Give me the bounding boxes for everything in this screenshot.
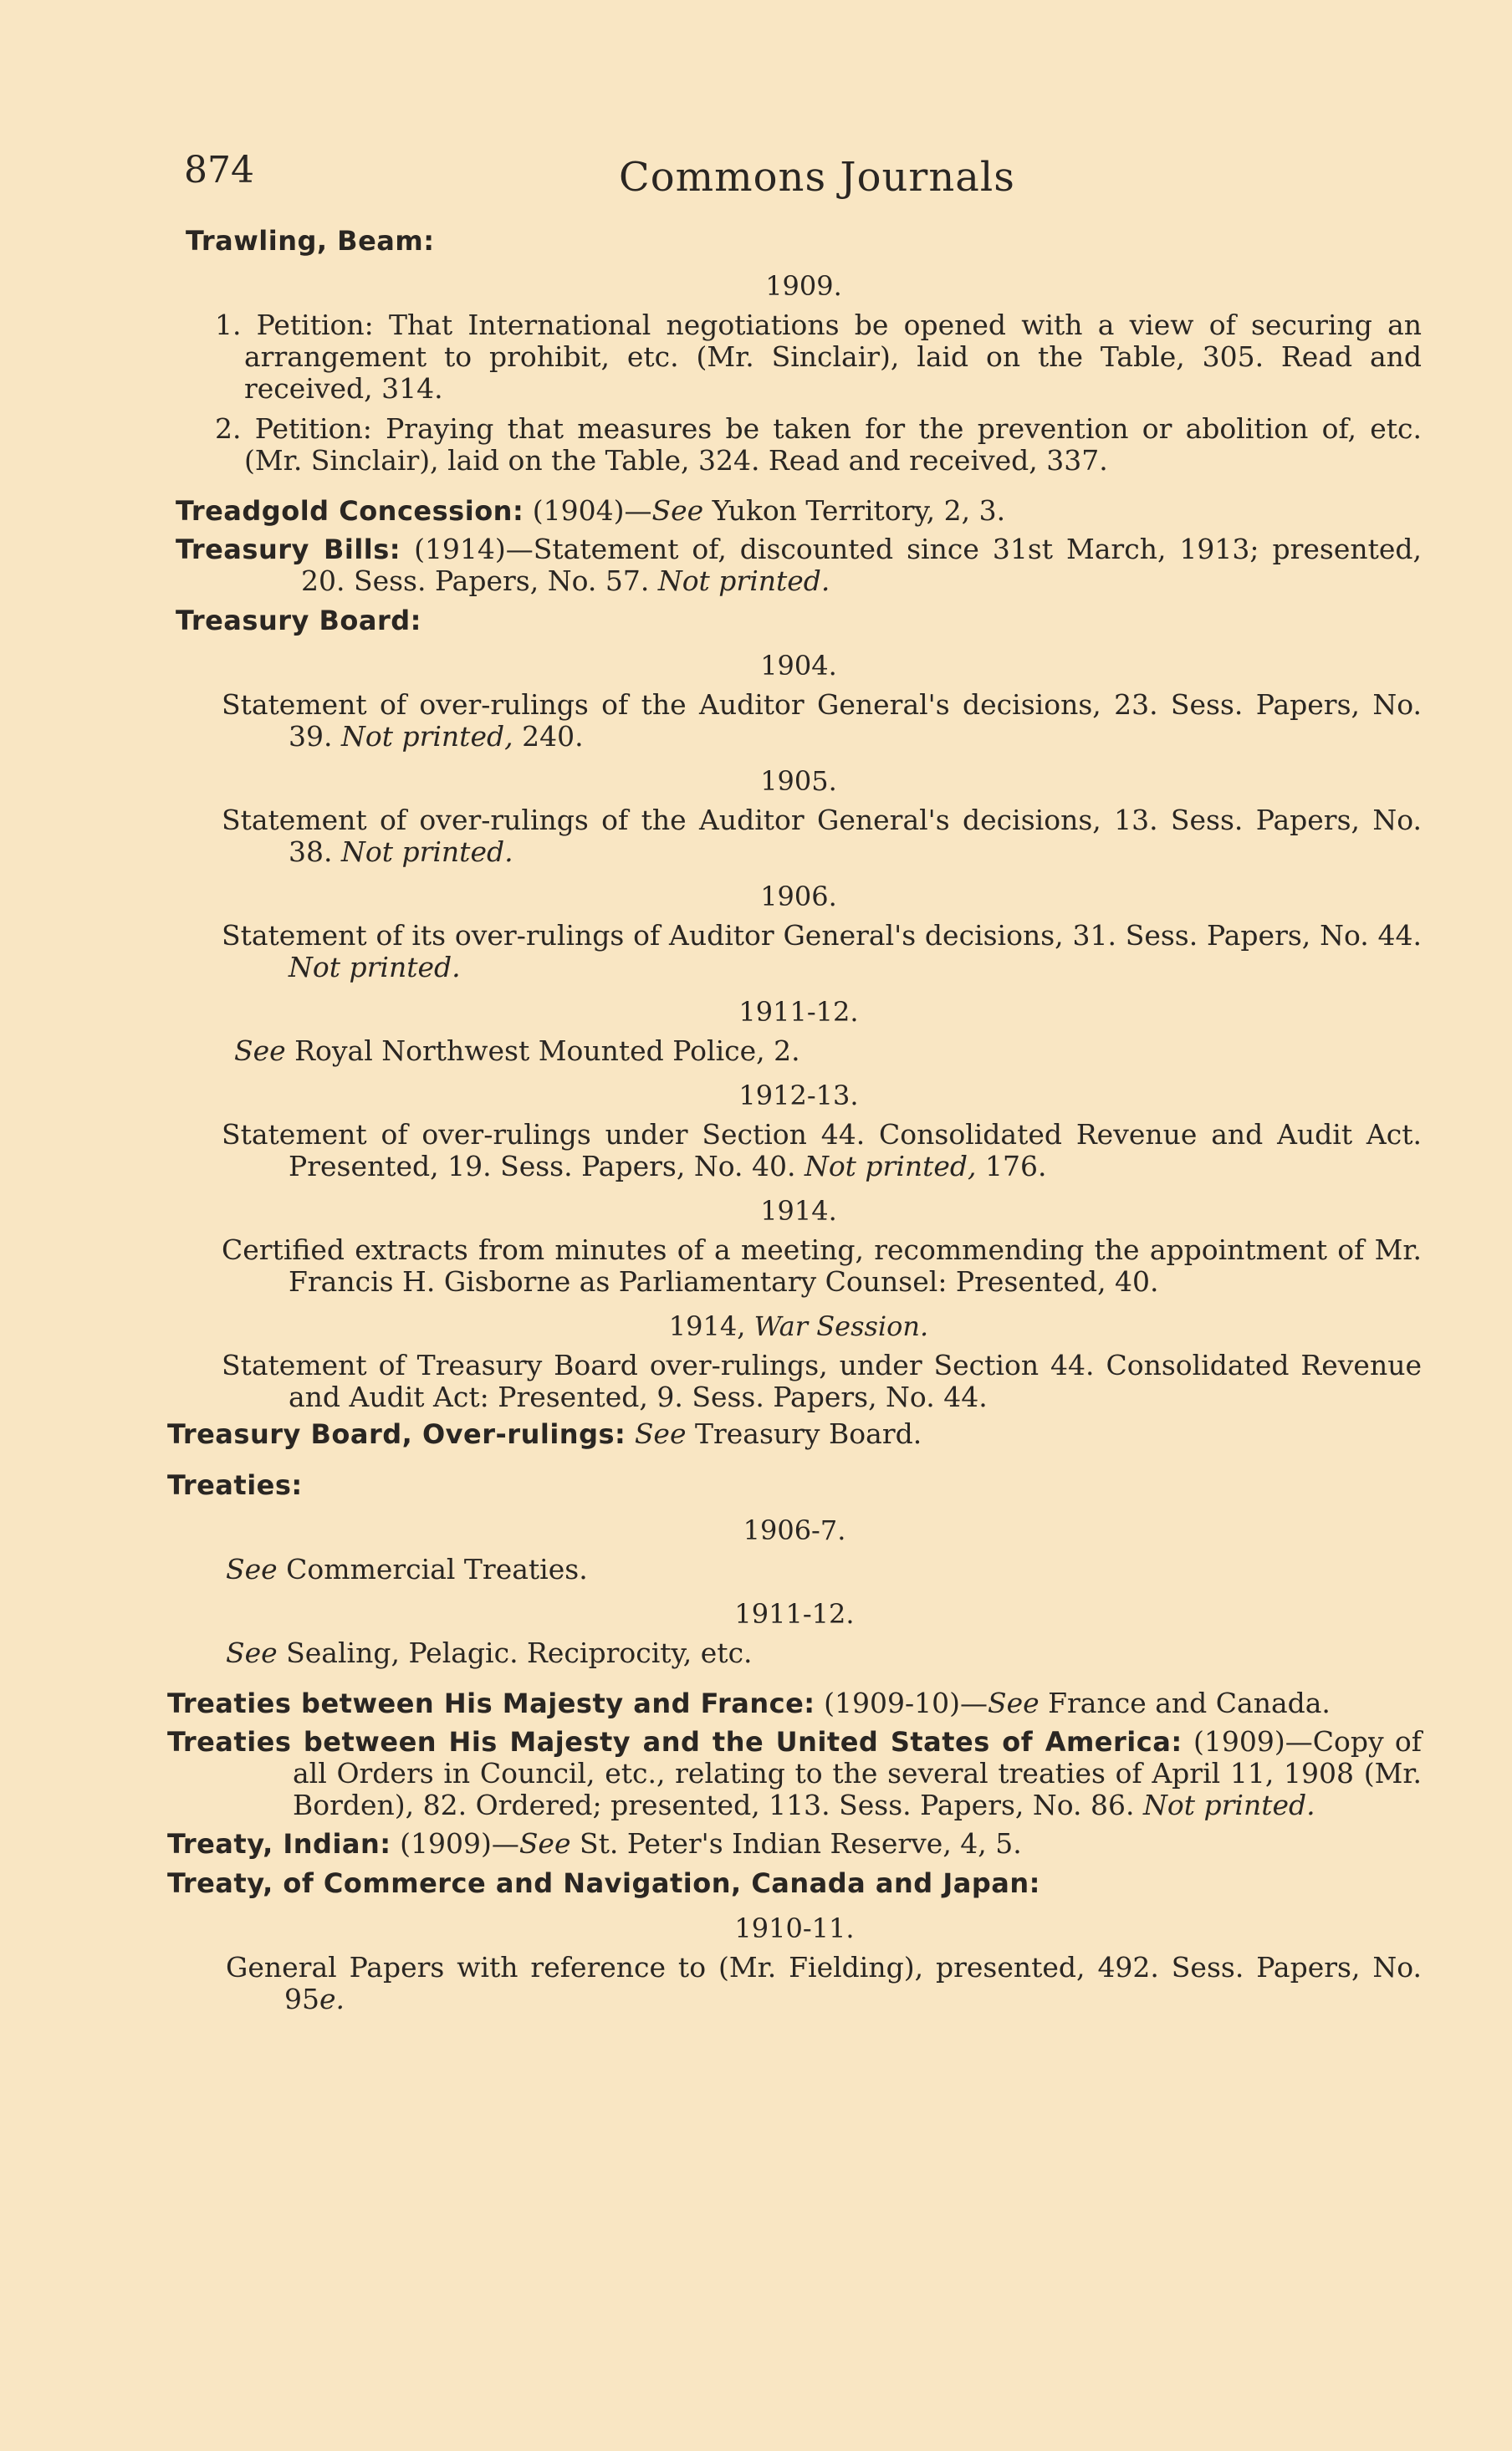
year-italic: War Session. xyxy=(753,1310,929,1342)
entry-heading: Treasury Board: xyxy=(176,605,421,636)
entry-treaties-united-states xyxy=(167,1726,1422,1821)
year-label: 1910-11. xyxy=(734,1912,855,1944)
entry-text: (1909)— xyxy=(391,1827,519,1860)
entry-italic: e. xyxy=(319,1983,345,2015)
entry-text: 240. xyxy=(513,720,584,753)
entry-text: (1909-10)— xyxy=(815,1687,988,1719)
page-number: 874 xyxy=(184,149,254,191)
entry-italic: Not printed. xyxy=(1143,1789,1315,1821)
entry-text: (1904)— xyxy=(524,494,652,527)
year-label: 1905. xyxy=(760,765,837,797)
entry-treasury-board xyxy=(167,604,1422,1413)
entry-heading: Treasury Board, Over-rulings: xyxy=(167,1418,626,1450)
see-reference: See xyxy=(234,1034,286,1067)
entry-text: Yukon Territory, 2, 3. xyxy=(703,494,1006,527)
entry-item xyxy=(167,1637,1422,1669)
entry-text: (1909)—Copy of all Orders in Council, etc., relating to the several treaties of April 11, 1908 (Mr. Borden), 82. Ordered; presented, 113. Sess. Papers, No. 86. xyxy=(293,1725,1423,1821)
see-reference: See xyxy=(987,1687,1040,1719)
entry-text: Statement of over-rulings of the Auditor General's decisions, 23. Sess. Papers, No. 39. xyxy=(222,688,1422,753)
entry-trawling-beam xyxy=(167,224,1422,477)
entry-text: Commercial Treaties. xyxy=(277,1553,588,1585)
entry-text: St. Peter's Indian Reserve, 4, 5. xyxy=(570,1827,1022,1860)
entry-treaties xyxy=(167,1468,1422,1669)
entry-text: Royal Northwest Mounted Police, 2. xyxy=(285,1034,800,1067)
running-title: Commons Journals xyxy=(619,154,1015,201)
entry-text: Statement of over-rulings under Section 44. Consolidated Revenue and Audit Act. Presented, 19. Sess. Papers, No. 40. xyxy=(222,1118,1422,1182)
year-label: 1911-12. xyxy=(738,996,859,1028)
entry-text: Sealing, Pelagic. Reciprocity, etc. xyxy=(277,1637,753,1669)
see-reference: See xyxy=(226,1553,278,1585)
entry-item xyxy=(176,689,1422,753)
entry-text: Statement of its over-rulings of Auditor General's decisions, 31. Sess. Papers, No. 44. xyxy=(222,919,1422,952)
entry-item xyxy=(176,920,1422,983)
year-label: 1906-7. xyxy=(743,1514,846,1546)
entry-item xyxy=(176,804,1422,868)
entry-heading: Treaty, of Commerce and Navigation, Canada and Japan: xyxy=(167,1867,1040,1899)
entry-text: France and Canada. xyxy=(1039,1687,1331,1719)
year-label xyxy=(176,1310,1422,1343)
year-label: 1904. xyxy=(760,650,837,682)
entry-text: General Papers with reference to (Mr. Fielding), presented, 492. Sess. Papers, No. 95 xyxy=(226,1951,1422,2015)
entry-heading: Treadgold Concession: xyxy=(176,495,524,527)
entry-treaty-japan xyxy=(167,1866,1422,2015)
see-reference: See xyxy=(518,1827,571,1860)
year-label: 1914. xyxy=(760,1195,837,1227)
entry-item xyxy=(176,1035,1422,1067)
entry-italic: Not printed. xyxy=(289,951,461,983)
entry-text: 176. xyxy=(976,1150,1047,1182)
year-label: 1906. xyxy=(760,881,837,912)
entry-item: Statement of Treasury Board over-rulings, under Section 44. Consolidated Revenue and Audit Act: Presented, 9. Sess. Papers, No. 44. xyxy=(222,1349,1422,1413)
entry-heading: Treaties between His Majesty and the United States of America: xyxy=(167,1726,1183,1758)
entry-treaties-france xyxy=(167,1688,1422,1719)
entry-item: 2. Petition: Praying that measures be taken for the prevention or abolition of, etc. (Mr. Sinclair), laid on the Table, 324. Read and received, 337. xyxy=(215,412,1422,477)
entry-treadgold-concession xyxy=(167,495,1422,527)
entry-text: Statement of over-rulings of the Auditor General's decisions, 13. Sess. Papers, No. 38. xyxy=(222,804,1422,868)
year-label: 1909. xyxy=(765,270,842,302)
entry-italic: Not printed, xyxy=(804,1150,977,1182)
entry-text: (1914)—Statement of, discounted since 31st March, 1913; presented, 20. Sess. Papers, No. 57. xyxy=(301,533,1423,597)
entry-treaty-indian xyxy=(167,1828,1422,1860)
entry-item xyxy=(167,1952,1422,2015)
see-reference: See xyxy=(634,1417,687,1450)
entry-heading: Treasury Bills: xyxy=(176,534,401,565)
entry-item: Certified extracts from minutes of a meeting, recommending the appointment of Mr. Francis H. Gisborne as Parliamentary Counsel: Presented, 40. xyxy=(222,1233,1422,1298)
year-label: 1911-12. xyxy=(734,1598,855,1630)
see-reference: See xyxy=(226,1637,278,1669)
entry-heading: Treaties between His Majesty and France: xyxy=(167,1688,815,1719)
year-text: 1914, xyxy=(668,1310,754,1342)
entry-italic: Not printed, xyxy=(340,720,513,753)
see-reference: See xyxy=(651,494,704,527)
entry-italic: Not printed. xyxy=(657,564,830,597)
entry-treasury-board-overrulings xyxy=(167,1418,1422,1450)
entry-heading: Treaty, Indian: xyxy=(167,1828,391,1860)
page-header xyxy=(184,149,1438,207)
entry-text: Treasury Board. xyxy=(686,1417,922,1450)
entry-item: 1. Petition: That International negotiations be opened with a view of securing an arrangement to prohibit, etc. (Mr. Sinclair), laid on the Table, 305. Read and received, 314. xyxy=(215,309,1422,405)
entry-treasury-bills xyxy=(167,534,1422,597)
entry-item xyxy=(176,1119,1422,1182)
index-entries xyxy=(167,224,1422,2034)
entry-item xyxy=(167,1554,1422,1585)
entry-italic: Not printed. xyxy=(340,835,513,868)
entry-heading: Trawling, Beam: xyxy=(186,225,435,257)
entry-heading: Treaties: xyxy=(167,1469,303,1501)
year-label: 1912-13. xyxy=(738,1080,859,1111)
